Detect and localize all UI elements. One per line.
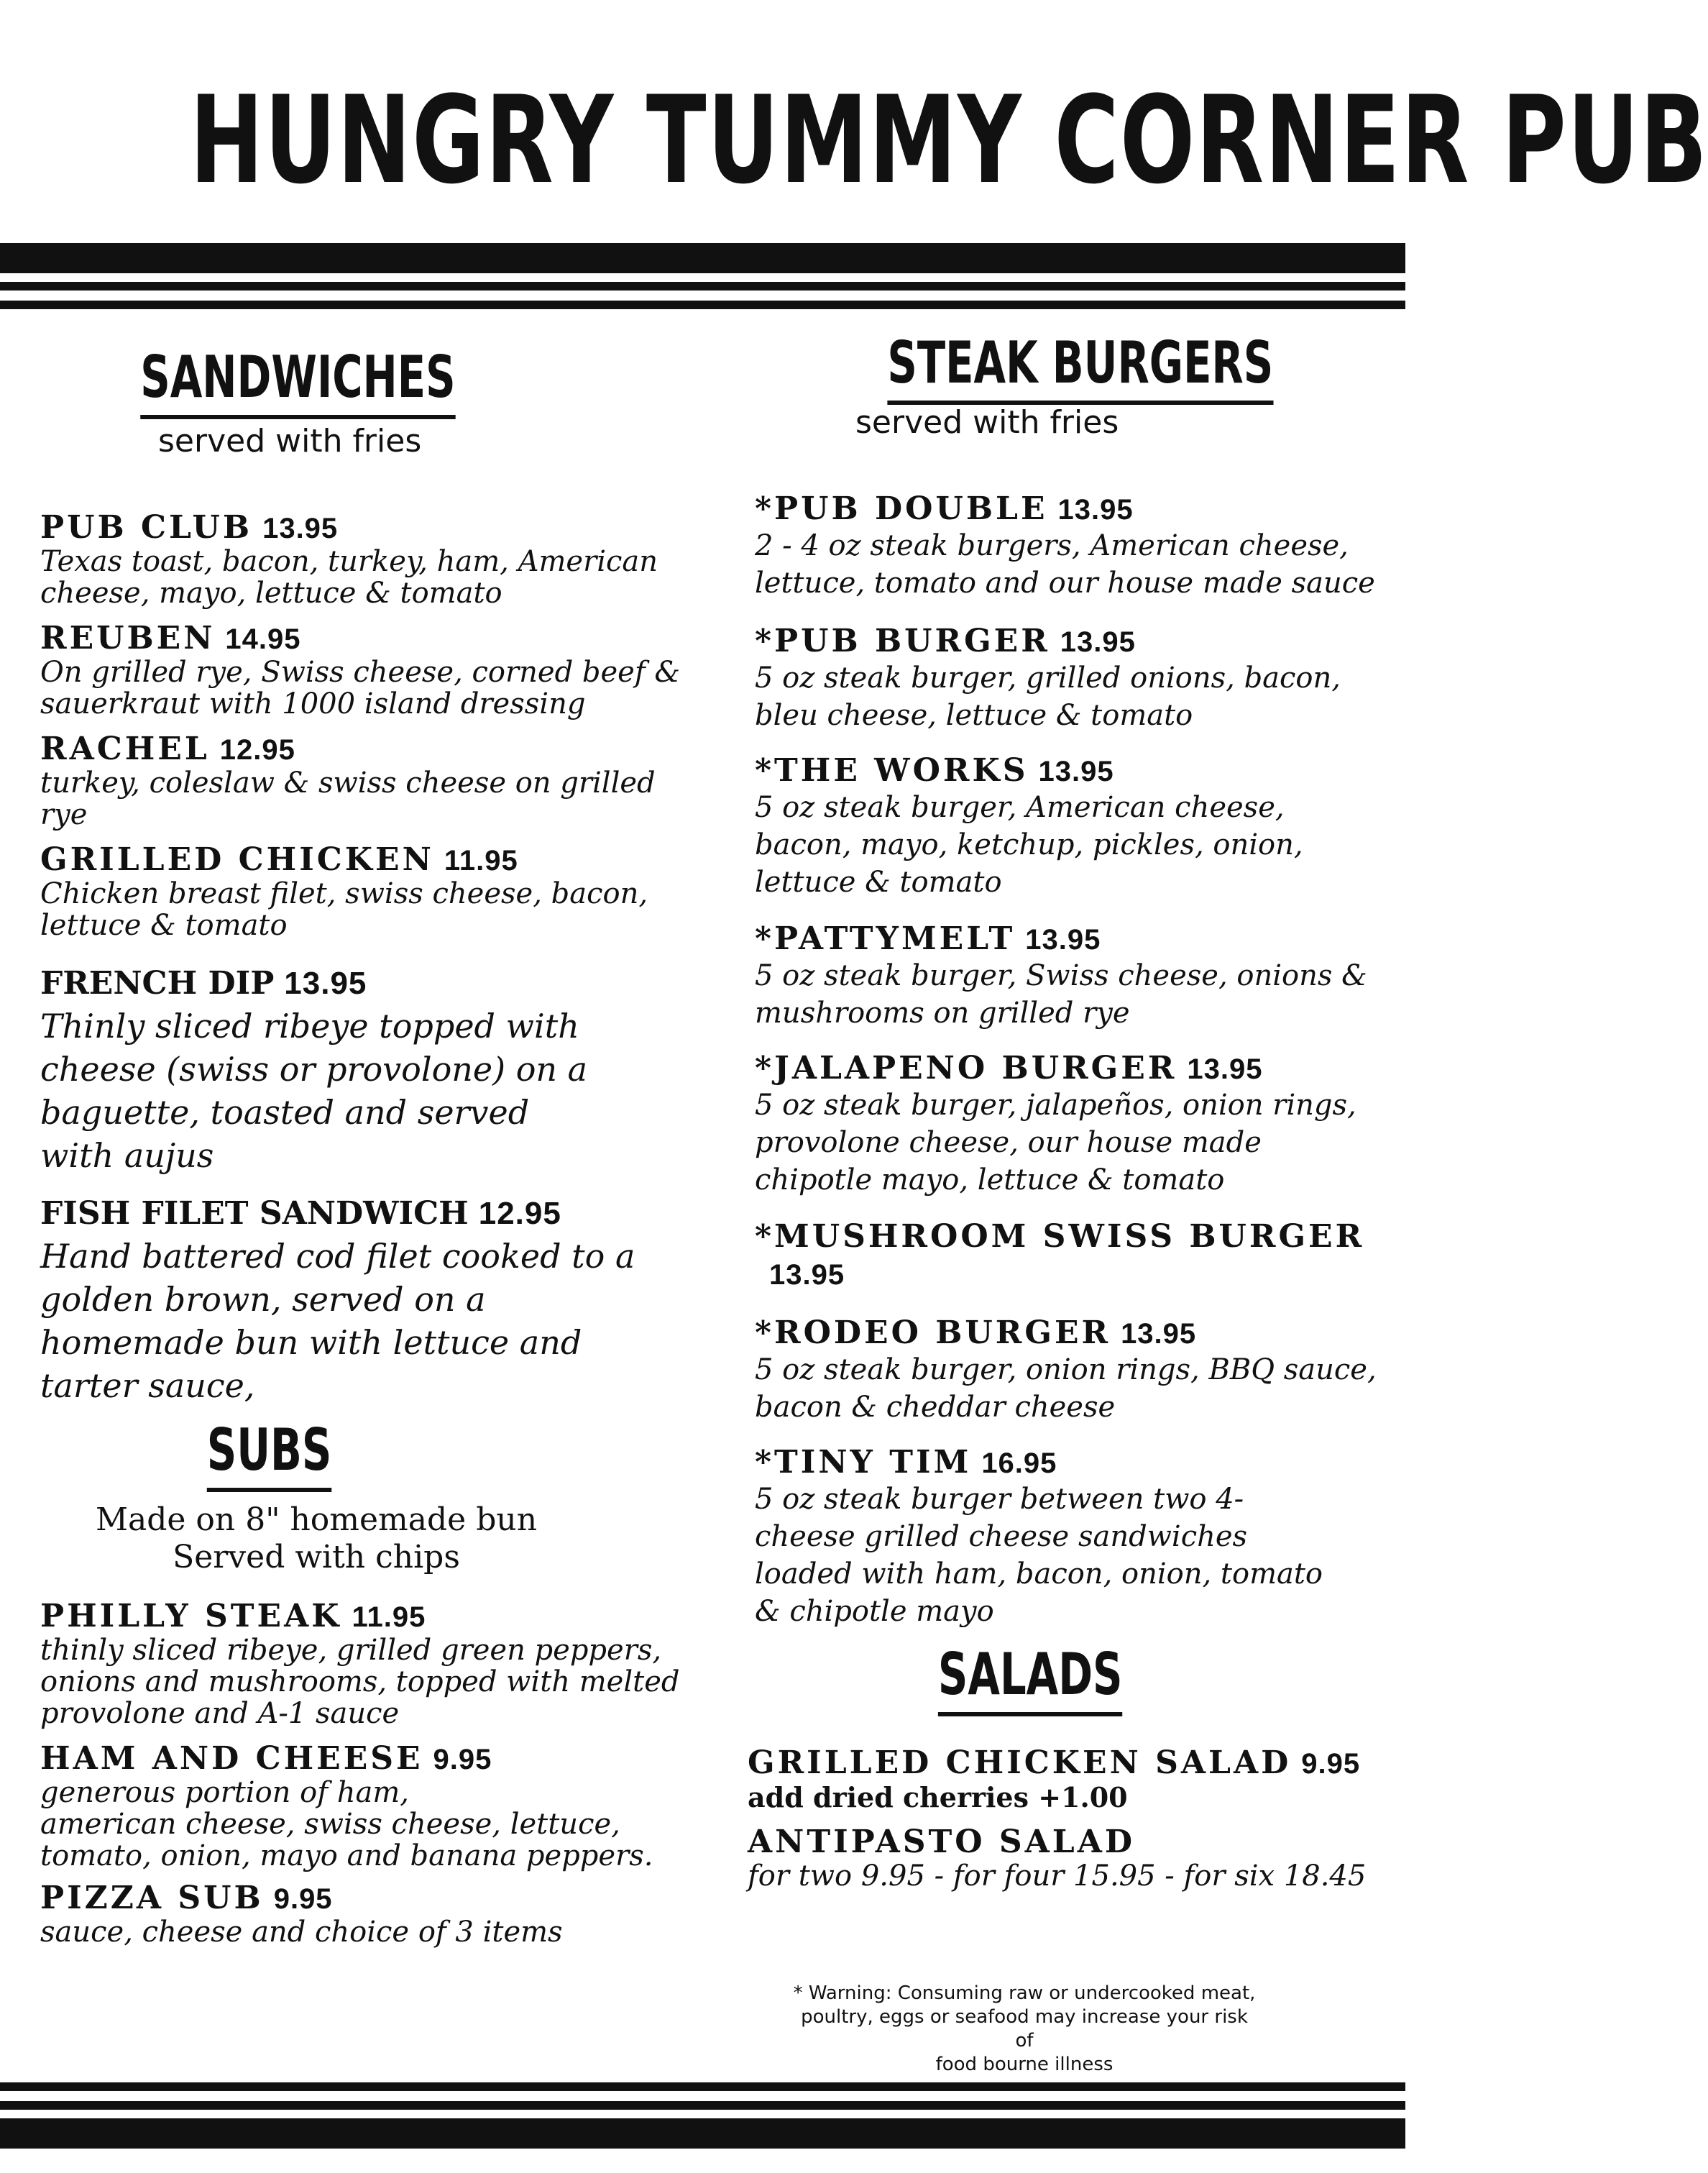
- item-description: 5 oz steak burger, Swiss cheese, onions & mushrooms on grilled rye: [755, 959, 1367, 1030]
- menu-item-french-dip: [40, 965, 687, 1177]
- steak-burgers-heading: STEAK BURGERS: [812, 329, 1172, 405]
- item-name: *PATTYMELT: [755, 920, 1016, 957]
- menu-item-rodeo-burger: [755, 1314, 1402, 1426]
- item-price: 9.95: [1301, 1748, 1361, 1780]
- item-description: 5 oz steak burger between two 4-cheese grilled cheese sandwiches loaded with ham, bacon, onion, tomato & chipotle mayo: [755, 1483, 1323, 1628]
- subs-subheading: [29, 1501, 604, 1576]
- menu-item-reuben: [40, 620, 687, 720]
- subs-subheading-line-2: Served with chips: [173, 1539, 460, 1575]
- warning-line-1: * Warning: Consuming raw or undercooked meat,: [793, 1982, 1256, 2004]
- item-name: FRENCH DIP: [40, 965, 275, 1002]
- menu-item-pub-double: [755, 490, 1402, 602]
- salads-heading: SALADS: [902, 1641, 1096, 1716]
- item-price: 11.95: [352, 1601, 426, 1633]
- item-price: 13.95: [1121, 1318, 1197, 1350]
- item-description: 2 - 4 oz steak burgers, American cheese, lettuce, tomato and our house made sauce: [755, 529, 1375, 600]
- item-name: PIZZA SUB: [40, 1880, 264, 1916]
- bottom-stripe-thin-1: [0, 2082, 1405, 2091]
- menu-item-pub-club: [40, 509, 687, 609]
- item-description: 5 oz steak burger, onion rings, BBQ sauce, bacon & cheddar cheese: [755, 1353, 1377, 1424]
- item-price: 13.95: [1038, 756, 1114, 787]
- item-description-line-2: american cheese, swiss cheese, lettuce,: [40, 1808, 620, 1841]
- item-description: for two 9.95 - for four 15.95 - for six 18.45: [748, 1859, 1367, 1893]
- sandwiches-subheading: served with fries: [158, 423, 422, 459]
- item-price: 9.95: [273, 1883, 333, 1915]
- menu-item-rachel: [40, 731, 687, 831]
- item-name: *MUSHROOM SWISS BURGER: [755, 1218, 1365, 1255]
- item-description: Texas toast, bacon, turkey, ham, American cheese, mayo, lettuce & tomato: [40, 545, 658, 610]
- item-price: 13.95: [284, 966, 367, 1001]
- top-stripe-thin-2: [0, 301, 1405, 309]
- item-description: 5 oz steak burger, American cheese, bacon, mayo, ketchup, pickles, onion, lettuce & tomato: [755, 791, 1303, 899]
- item-price: 13.95: [769, 1259, 845, 1291]
- item-description: Chicken breast filet, swiss cheese, bacon, lettuce & tomato: [40, 877, 648, 942]
- item-price: 9.95: [433, 1744, 492, 1775]
- bottom-stripe-thin-2: [0, 2101, 1405, 2110]
- menu-item-ham-and-cheese: [40, 1740, 687, 1872]
- item-description: sauce, cheese and choice of 3 items: [40, 1916, 563, 1949]
- menu-item-antipasto-salad: [748, 1824, 1402, 1892]
- menu-item-fish-filet: [40, 1195, 687, 1407]
- item-description: Hand battered cod filet cooked to a golden brown, served on a homemade bun with lettuce and tarter sauce,: [40, 1237, 635, 1405]
- item-name: *PUB DOUBLE: [755, 490, 1048, 527]
- item-price: 12.95: [478, 1196, 561, 1231]
- item-price: 12.95: [219, 734, 295, 766]
- item-name: *TINY TIM: [755, 1444, 972, 1481]
- item-description-line-3: tomato, onion, mayo and banana peppers.: [40, 1839, 653, 1872]
- top-stripe-thin-1: [0, 282, 1405, 291]
- menu-item-grilled-chicken-salad: [748, 1744, 1402, 1813]
- menu-item-pizza-sub: [40, 1880, 687, 1948]
- item-name: PUB CLUB: [40, 509, 253, 546]
- menu-item-pub-burger: [755, 623, 1402, 734]
- item-name: FISH FILET SANDWICH: [40, 1195, 469, 1232]
- item-description: On grilled rye, Swiss cheese, corned beef & sauerkraut with 1000 island dressing: [40, 656, 680, 720]
- menu-item-pattymelt: [755, 920, 1402, 1032]
- item-name: RACHEL: [40, 731, 210, 767]
- item-price: 13.95: [1187, 1053, 1263, 1085]
- top-stripe-thick: [0, 243, 1405, 273]
- menu-item-grilled-chicken: [40, 841, 687, 941]
- item-price: 13.95: [1060, 626, 1136, 658]
- warning-line-2: poultry, eggs or seafood may increase your risk of: [801, 2006, 1248, 2051]
- menu-item-the-works: [755, 752, 1402, 901]
- menu-item-mushroom-swiss-burger: [755, 1218, 1402, 1291]
- item-price: 13.95: [1057, 494, 1134, 526]
- warning-line-3: food bourne illness: [935, 2054, 1114, 2075]
- item-description: turkey, coleslaw & swiss cheese on grilled rye: [40, 767, 656, 831]
- restaurant-title: HUNGRY TUMMY CORNER PUB: [189, 70, 1708, 211]
- item-price: 13.95: [1025, 924, 1101, 956]
- subs-heading: SUBS: [169, 1417, 370, 1492]
- item-price: 16.95: [981, 1447, 1057, 1479]
- item-name: ANTIPASTO SALAD: [748, 1824, 1136, 1860]
- steak-burgers-subheading: served with fries: [855, 404, 1119, 441]
- item-description: thinly sliced ribeye, grilled green peppers, onions and mushrooms, topped with melted provolone and A-1 sauce: [40, 1634, 680, 1730]
- item-name: *RODEO BURGER: [755, 1314, 1111, 1351]
- bottom-stripe-thick: [0, 2118, 1405, 2149]
- item-name: PHILLY STEAK: [40, 1598, 342, 1634]
- item-name: REUBEN: [40, 620, 216, 657]
- item-price: 11.95: [444, 845, 518, 877]
- sandwiches-heading: SANDWICHES: [79, 344, 439, 419]
- item-description: Thinly sliced ribeye topped with cheese (swiss or provolone) on a baguette, toasted and served with aujus: [40, 1007, 588, 1175]
- item-name: *PUB BURGER: [755, 623, 1050, 659]
- item-name: GRILLED CHICKEN SALAD: [748, 1744, 1292, 1781]
- food-safety-warning: [791, 1982, 1258, 2077]
- item-description: 5 oz steak burger, jalapeños, onion rings, provolone cheese, our house made chipotle mayo, lettuce & tomato: [755, 1089, 1356, 1197]
- menu-item-philly-steak: [40, 1598, 687, 1729]
- menu-item-jalapeno-burger: [755, 1050, 1402, 1199]
- menu-item-tiny-tim: [755, 1444, 1402, 1630]
- item-add-on-note: add dried cherries +1.00: [748, 1781, 1128, 1813]
- item-price: 14.95: [225, 623, 301, 655]
- item-name: *THE WORKS: [755, 752, 1029, 789]
- subs-subheading-line-1: Made on 8" homemade bun: [95, 1501, 538, 1538]
- item-name: *JALAPENO BURGER: [755, 1050, 1177, 1086]
- item-description-line-1: generous portion of ham,: [40, 1776, 410, 1809]
- item-name: GRILLED CHICKEN: [40, 841, 434, 878]
- item-name: HAM AND CHEESE: [40, 1740, 423, 1777]
- item-price: 13.95: [262, 513, 339, 544]
- item-description: 5 oz steak burger, grilled onions, bacon, bleu cheese, lettuce & tomato: [755, 662, 1341, 732]
